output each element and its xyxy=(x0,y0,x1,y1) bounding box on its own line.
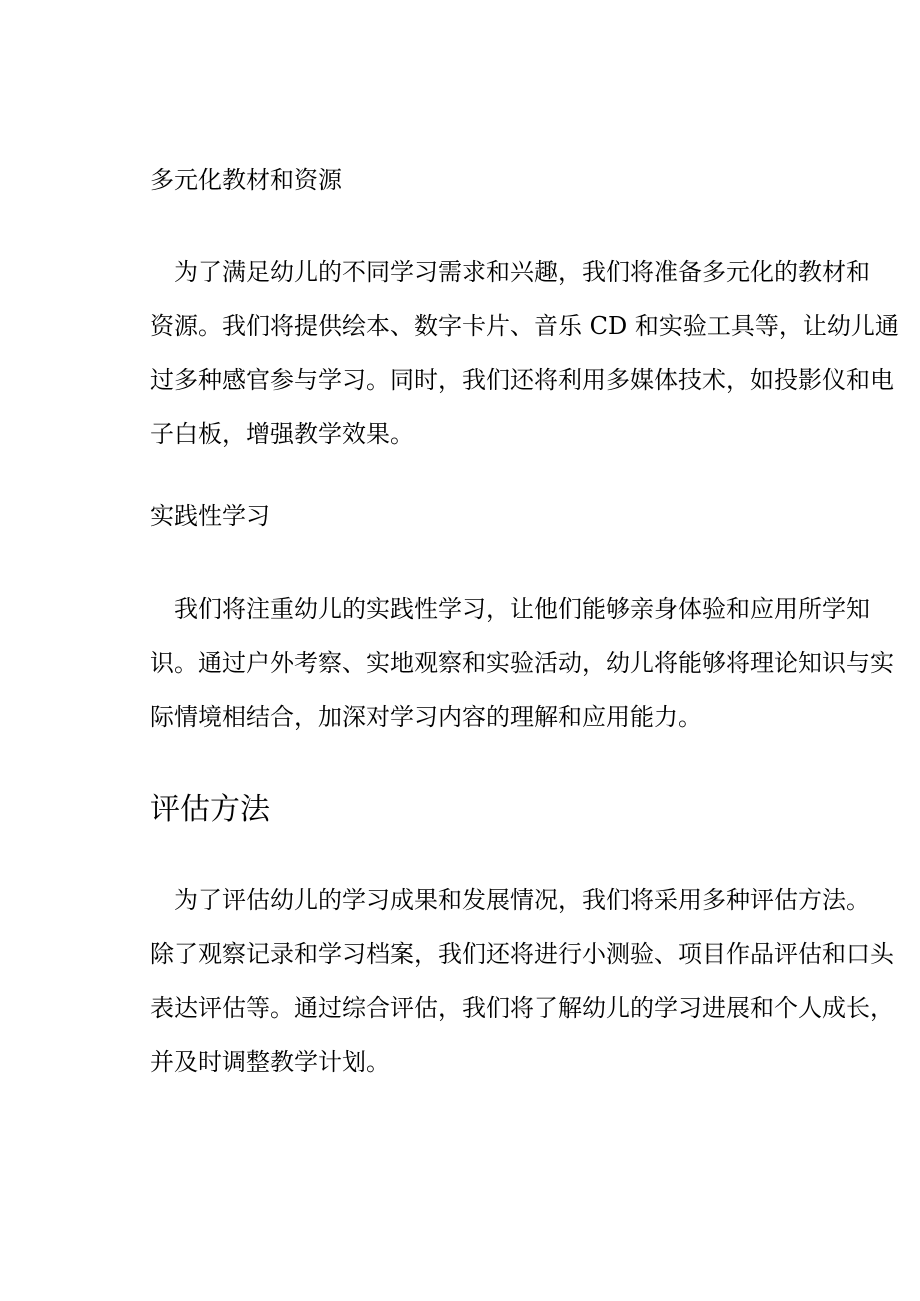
paragraph-teaching-materials xyxy=(150,245,899,461)
section-heading-practical-learning: 实践性学习 xyxy=(150,502,270,530)
paragraph-line: 为了评估幼儿的学习成果和发展情况，我们将采用多种评估方法。 xyxy=(150,886,870,914)
paragraph-line: 并及时调整教学计划。 xyxy=(150,1048,390,1076)
paragraph-assessment xyxy=(150,873,894,1089)
section-heading-teaching-materials: 多元化教材和资源 xyxy=(150,166,342,194)
paragraph-line: 际情境相结合，加深对学习内容的理解和应用能力。 xyxy=(150,703,702,731)
paragraph-line: 我们将注重幼儿的实践性学习，让他们能够亲身体验和应用所学知 xyxy=(150,595,870,623)
paragraph-line: 除了观察记录和学习档案，我们还将进行小测验、项目作品评估和口头 xyxy=(150,940,894,968)
paragraph-line: 子白板，增强教学效果。 xyxy=(150,420,414,448)
paragraph-line: 过多种感官参与学习。同时，我们还将利用多媒体技术，如投影仪和电 xyxy=(150,366,894,394)
paragraph-practical-learning xyxy=(150,582,894,744)
paragraph-line: 识。通过户外考察、实地观察和实验活动，幼儿将能够将理论知识与实 xyxy=(150,649,894,677)
paragraph-line: 为了满足幼儿的不同学习需求和兴趣，我们将准备多元化的教材和 xyxy=(150,258,870,286)
paragraph-line: 资源。我们将提供绘本、数字卡片、音乐 CD 和实验工具等，让幼儿通 xyxy=(150,312,899,340)
paragraph-line: 表达评估等。通过综合评估，我们将了解幼儿的学习进展和个人成长， xyxy=(150,994,894,1022)
section-heading-assessment: 评估方法 xyxy=(150,792,270,827)
